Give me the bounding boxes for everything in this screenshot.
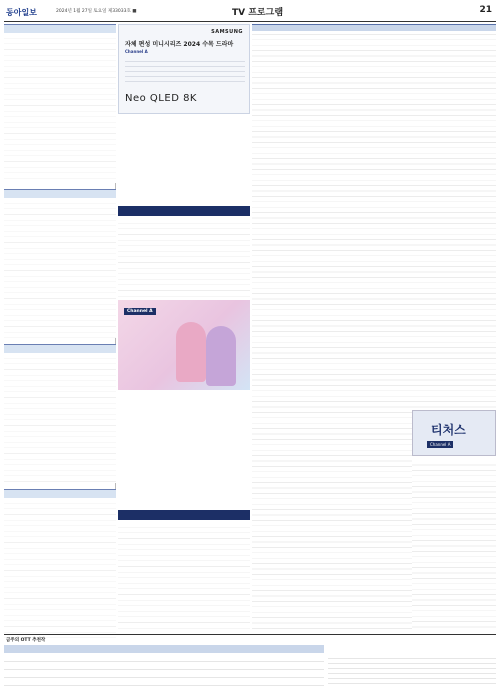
ad-channel: Channel A	[125, 49, 148, 54]
drama-promo-image	[118, 300, 250, 390]
promo-channel-badge: Channel A	[124, 308, 156, 315]
grid-column	[372, 24, 412, 632]
channel-info-text	[328, 654, 496, 686]
right-schedule-column-lower	[412, 460, 496, 632]
ott-table-rows	[4, 654, 324, 686]
schedule-block	[4, 489, 116, 638]
channel-banner	[118, 206, 250, 216]
schedule-block	[4, 24, 116, 183]
page-number: 21	[479, 5, 492, 15]
section-title: TV 프로그램	[232, 8, 284, 18]
schedule-lines	[4, 198, 116, 338]
schedule-lines	[4, 33, 116, 183]
grid-column	[292, 24, 332, 632]
samsung-advertisement	[118, 24, 250, 114]
actor-figure	[176, 322, 206, 382]
ott-section-title: 금주의 OTT 추천작	[6, 638, 46, 643]
schedule-block-header	[4, 344, 116, 353]
program-advertisement	[412, 410, 496, 456]
schedule-block	[4, 344, 116, 483]
grid-column	[332, 24, 372, 632]
left-schedule-column	[4, 24, 116, 632]
ott-table-header	[4, 645, 324, 653]
right-schedule-column	[412, 24, 496, 408]
schedule-block	[4, 189, 116, 338]
ad-headline: 자체 편성 미니시리즈 2024 수목 드라마	[125, 41, 234, 48]
grid-column-header	[292, 24, 332, 31]
channel-schedule-lines	[118, 218, 250, 298]
schedule-lines	[4, 353, 116, 483]
schedule-lines	[4, 498, 116, 638]
masthead	[4, 2, 496, 22]
channel-banner	[118, 510, 250, 520]
right-column-header	[412, 24, 496, 31]
channel-schedule-lines	[118, 522, 250, 630]
schedule-block-header	[4, 489, 116, 498]
grid-column-header	[252, 24, 292, 31]
program-ad-channel: Channel A	[427, 441, 453, 448]
grid-column	[252, 24, 292, 632]
actor-figure	[206, 326, 236, 386]
schedule-block-header	[4, 189, 116, 198]
ad-product: Neo QLED 8K	[125, 93, 197, 104]
issue-date: 2024년 1월 27일 토요일 제33033호 ■	[56, 9, 137, 14]
ott-recommendation-section	[4, 634, 496, 686]
program-ad-title: 티처스	[431, 423, 466, 437]
ad-brand: SAMSUNG	[211, 29, 243, 35]
grid-column-header	[332, 24, 372, 31]
schedule-block-header	[4, 24, 116, 33]
newspaper-logo: 동아일보	[6, 8, 37, 17]
grid-column-header	[372, 24, 412, 31]
ad-body	[125, 57, 245, 85]
